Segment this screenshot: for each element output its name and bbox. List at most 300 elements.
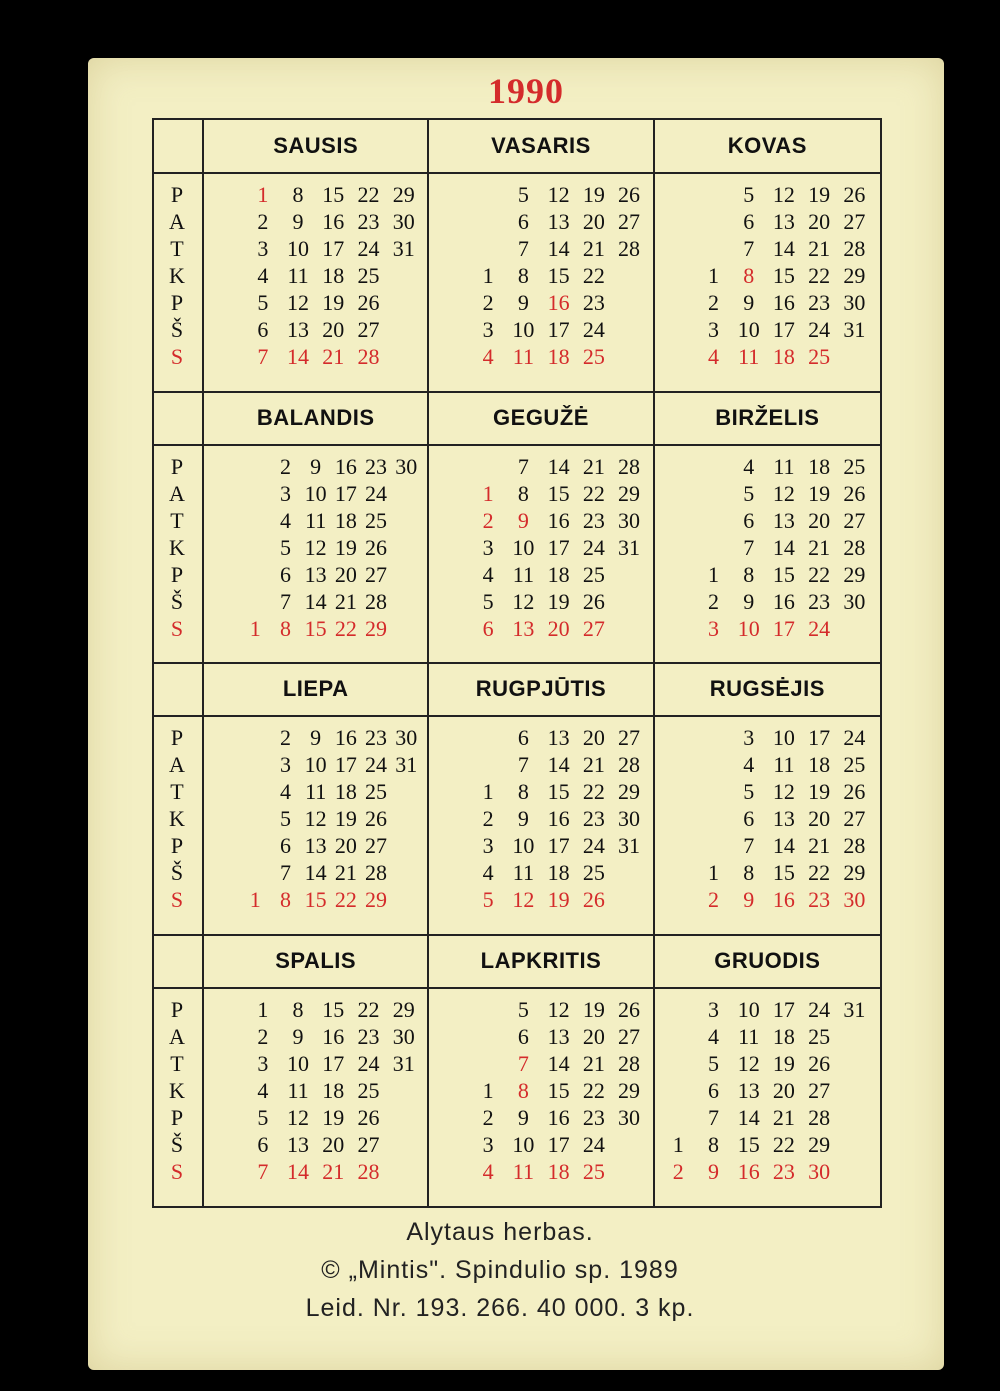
date-cell: 27	[843, 507, 866, 533]
date-cell: 23	[808, 588, 831, 614]
date-cell: 11	[305, 779, 327, 804]
weekday-label: Š	[170, 1131, 184, 1157]
date-cell: 7	[257, 1158, 269, 1184]
date-cell: 12	[547, 182, 570, 207]
date-cell: 15	[737, 1131, 760, 1157]
date-cell: 28	[365, 588, 388, 614]
date-cell: 11	[287, 1077, 309, 1103]
date-cell: 25	[365, 779, 388, 804]
date-cell: 17	[772, 615, 795, 641]
date-cell: 16	[547, 806, 570, 831]
date-cell: 14	[547, 453, 570, 479]
date-cell: 1	[249, 615, 261, 641]
date-cell: 26	[357, 1104, 380, 1130]
date-cell: 15	[322, 996, 345, 1022]
date-cell: 22	[334, 887, 357, 912]
date-cell: 11	[512, 860, 534, 885]
date-cell: 14	[547, 752, 570, 777]
date-cell: 16	[334, 725, 357, 750]
date-cell: 12	[772, 480, 795, 506]
date-cell: 26	[618, 182, 641, 207]
date-cell: 2	[672, 1158, 684, 1184]
date-cell: 9	[743, 290, 755, 315]
date-cell: 4	[482, 1158, 494, 1184]
date-cell: 3	[707, 996, 719, 1022]
date-cell: 27	[357, 1131, 380, 1157]
date-cell: 5	[743, 779, 755, 804]
date-cell: 19	[322, 1104, 345, 1130]
date-cell: 13	[547, 1023, 570, 1049]
date-cell: 1	[482, 1077, 494, 1103]
date-cell: 14	[547, 1050, 570, 1076]
date-cell: 14	[304, 860, 327, 885]
weekday-label: P	[170, 290, 184, 315]
date-cell: 10	[512, 317, 535, 342]
date-cell: 20	[547, 615, 570, 641]
date-cell: 15	[304, 615, 327, 641]
date-cell: 4	[707, 1023, 719, 1049]
date-cell: 7	[279, 860, 291, 885]
date-cell: 16	[737, 1158, 760, 1184]
month-block	[429, 120, 654, 392]
date-cell: 1	[707, 263, 719, 288]
date-cell: 30	[618, 1104, 641, 1130]
date-cell: 7	[517, 236, 529, 261]
date-cell: 23	[582, 1104, 605, 1130]
weekday-label: P	[170, 833, 184, 858]
date-cell: 22	[772, 1131, 795, 1157]
date-cell: 11	[512, 344, 534, 369]
date-cell: 16	[322, 1023, 345, 1049]
date-cell: 11	[287, 263, 309, 288]
date-cell: 18	[547, 344, 570, 369]
date-cell: 21	[808, 833, 831, 858]
date-cell: 15	[772, 860, 795, 885]
date-cell: 27	[843, 806, 866, 831]
date-cell: 1	[707, 860, 719, 885]
date-cell: 17	[547, 1131, 570, 1157]
date-cell: 27	[357, 317, 380, 342]
date-cell: 27	[365, 833, 388, 858]
weekday-label: K	[169, 806, 185, 831]
date-cell: 20	[808, 806, 831, 831]
date-cell: 16	[547, 290, 570, 315]
date-cell: 19	[808, 779, 831, 804]
date-cell: 3	[482, 317, 494, 342]
date-cell: 18	[772, 344, 795, 369]
date-cell: 18	[547, 1158, 570, 1184]
date-cell: 8	[517, 779, 529, 804]
weekday-label: T	[170, 779, 184, 804]
date-cell: 1	[482, 779, 494, 804]
month-block	[655, 120, 880, 392]
date-cell: 17	[547, 534, 570, 560]
date-cell: 26	[582, 588, 605, 614]
date-cell: 19	[582, 182, 605, 207]
month-name: BIRŽELIS	[655, 392, 880, 446]
date-cell: 28	[357, 344, 380, 369]
date-cell: 4	[743, 752, 755, 777]
date-cell: 28	[618, 752, 641, 777]
date-cell: 18	[322, 263, 345, 288]
date-cell: 6	[517, 725, 529, 750]
date-cell: 16	[547, 1104, 570, 1130]
date-cell: 13	[547, 209, 570, 234]
month-block	[204, 663, 429, 935]
date-cell: 23	[772, 1158, 795, 1184]
month-name: VASARIS	[429, 120, 652, 174]
date-cell: 13	[287, 317, 310, 342]
date-cell: 24	[843, 725, 866, 750]
date-cell: 28	[618, 236, 641, 261]
date-cell: 30	[618, 507, 641, 533]
date-cell: 11	[512, 561, 534, 587]
date-cell: 19	[547, 588, 570, 614]
month-block	[204, 392, 429, 664]
date-cell: 18	[808, 752, 831, 777]
date-cell: 27	[618, 209, 641, 234]
date-cell: 13	[512, 615, 535, 641]
date-cell: 18	[322, 1077, 345, 1103]
weekday-label: P	[170, 561, 184, 587]
date-cell: 6	[257, 317, 269, 342]
month-name: GRUODIS	[655, 935, 880, 989]
date-cell: 4	[482, 344, 494, 369]
date-cell: 12	[772, 182, 795, 207]
date-cell: 27	[808, 1077, 831, 1103]
weekday-label: A	[169, 752, 185, 777]
weekday-label: T	[170, 507, 184, 533]
date-cell: 22	[357, 996, 380, 1022]
date-cell: 19	[582, 996, 605, 1022]
date-cell: 31	[843, 317, 866, 342]
date-cell: 30	[395, 725, 418, 750]
date-cell: 5	[517, 996, 529, 1022]
date-cell: 9	[743, 588, 755, 614]
date-cell: 16	[772, 887, 795, 912]
date-cell: 18	[808, 453, 831, 479]
date-cell: 24	[582, 317, 605, 342]
date-cell: 5	[279, 806, 291, 831]
date-cell: 26	[843, 182, 866, 207]
date-cell: 2	[482, 806, 494, 831]
date-cell: 24	[365, 752, 388, 777]
date-cell: 7	[743, 833, 755, 858]
date-cell: 13	[304, 833, 327, 858]
month-block	[204, 120, 429, 392]
date-cell: 4	[482, 561, 494, 587]
date-cell: 3	[482, 833, 494, 858]
weekday-label: S	[170, 887, 184, 912]
date-cell: 3	[257, 1050, 269, 1076]
month-name: GEGUŽĖ	[429, 392, 652, 446]
date-cell: 4	[257, 263, 269, 288]
month-block	[429, 663, 654, 935]
date-cell: 2	[482, 290, 494, 315]
date-cell: 18	[547, 860, 570, 885]
date-cell: 27	[582, 615, 605, 641]
date-cell: 1	[257, 996, 269, 1022]
date-cell: 15	[322, 182, 345, 207]
date-cell: 10	[304, 752, 327, 777]
date-cell: 13	[287, 1131, 310, 1157]
date-cell: 27	[618, 725, 641, 750]
date-cell: 30	[843, 887, 866, 912]
date-cell: 28	[618, 1050, 641, 1076]
date-cell: 24	[582, 833, 605, 858]
date-cell: 25	[582, 561, 605, 587]
date-cell: 10	[512, 534, 535, 560]
date-cell: 1	[257, 182, 269, 207]
date-cell: 3	[257, 236, 269, 261]
month-block	[429, 935, 654, 1207]
date-cell: 13	[304, 561, 327, 587]
date-cell: 11	[773, 453, 795, 479]
date-cell: 3	[279, 752, 291, 777]
date-cell: 28	[843, 236, 866, 261]
weekday-label: T	[170, 1050, 184, 1076]
month-block	[655, 392, 880, 664]
date-cell: 12	[287, 290, 310, 315]
date-cell: 27	[618, 1023, 641, 1049]
date-cell: 21	[322, 1158, 345, 1184]
date-cell: 20	[334, 833, 357, 858]
date-cell: 5	[257, 1104, 269, 1130]
date-cell: 3	[707, 317, 719, 342]
date-cell: 9	[707, 1158, 719, 1184]
date-cell: 6	[743, 507, 755, 533]
date-cell: 9	[310, 725, 322, 750]
date-cell: 29	[392, 996, 415, 1022]
date-cell: 7	[257, 344, 269, 369]
date-cell: 24	[582, 1131, 605, 1157]
date-cell: 17	[772, 317, 795, 342]
date-cell: 22	[582, 1077, 605, 1103]
date-cell: 8	[517, 480, 529, 506]
weekday-label: P	[170, 453, 184, 479]
date-cell: 26	[357, 290, 380, 315]
date-cell: 5	[257, 290, 269, 315]
date-cell: 13	[772, 209, 795, 234]
month-name: BALANDIS	[204, 392, 427, 446]
weekday-label: S	[170, 344, 184, 369]
date-cell: 15	[547, 480, 570, 506]
date-cell: 5	[482, 887, 494, 912]
weekday-label: P	[170, 725, 184, 750]
date-cell: 13	[547, 725, 570, 750]
date-cell: 29	[843, 561, 866, 587]
weekday-label: S	[170, 1158, 184, 1184]
date-cell: 25	[357, 263, 380, 288]
date-cell: 11	[738, 1023, 760, 1049]
date-cell: 19	[547, 887, 570, 912]
date-cell: 3	[707, 615, 719, 641]
date-cell: 18	[334, 507, 357, 533]
date-cell: 6	[743, 806, 755, 831]
date-cell: 17	[547, 833, 570, 858]
date-cell: 11	[512, 1158, 534, 1184]
date-cell: 26	[365, 534, 388, 560]
date-cell: 7	[517, 453, 529, 479]
date-cell: 10	[737, 996, 760, 1022]
date-cell: 3	[482, 534, 494, 560]
date-cell: 14	[772, 236, 795, 261]
year-title: 1990	[488, 71, 564, 111]
date-cell: 22	[582, 263, 605, 288]
date-cell: 16	[772, 588, 795, 614]
date-cell: 1	[672, 1131, 684, 1157]
date-cell: 4	[279, 507, 291, 533]
date-cell: 30	[843, 290, 866, 315]
date-cell: 10	[737, 317, 760, 342]
month-name: SAUSIS	[204, 120, 427, 174]
date-cell: 28	[357, 1158, 380, 1184]
date-cell: 11	[773, 752, 795, 777]
date-cell: 20	[334, 561, 357, 587]
date-cell: 28	[843, 833, 866, 858]
date-cell: 17	[547, 317, 570, 342]
date-cell: 8	[279, 615, 291, 641]
date-cell: 5	[743, 182, 755, 207]
date-cell: 19	[334, 806, 357, 831]
date-cell: 10	[512, 833, 535, 858]
date-cell: 4	[707, 344, 719, 369]
date-cell: 12	[737, 1050, 760, 1076]
date-cell: 25	[582, 1158, 605, 1184]
date-cell: 26	[843, 779, 866, 804]
date-cell: 2	[279, 453, 291, 479]
date-cell: 4	[279, 779, 291, 804]
date-cell: 18	[772, 1023, 795, 1049]
date-cell: 16	[772, 290, 795, 315]
date-cell: 14	[737, 1104, 760, 1130]
month-name: RUGPJŪTIS	[429, 663, 652, 717]
date-cell: 2	[707, 588, 719, 614]
date-cell: 12	[512, 887, 535, 912]
date-cell: 5	[707, 1050, 719, 1076]
date-cell: 5	[743, 480, 755, 506]
date-cell: 23	[357, 209, 380, 234]
date-cell: 6	[517, 209, 529, 234]
date-cell: 21	[582, 453, 605, 479]
date-cell: 20	[582, 725, 605, 750]
date-cell: 24	[808, 615, 831, 641]
date-cell: 13	[772, 806, 795, 831]
date-cell: 1	[249, 887, 261, 912]
date-cell: 30	[392, 1023, 415, 1049]
date-cell: 20	[772, 1077, 795, 1103]
date-cell: 14	[772, 833, 795, 858]
date-cell: 24	[357, 1050, 380, 1076]
date-cell: 22	[808, 263, 831, 288]
date-cell: 6	[482, 615, 494, 641]
date-cell: 20	[582, 209, 605, 234]
date-cell: 9	[292, 1023, 304, 1049]
date-cell: 15	[304, 887, 327, 912]
weekday-label: Š	[170, 588, 184, 614]
date-cell: 26	[365, 806, 388, 831]
date-cell: 4	[482, 860, 494, 885]
date-cell: 12	[547, 996, 570, 1022]
weekday-label: K	[169, 1077, 185, 1103]
date-cell: 8	[292, 996, 304, 1022]
date-cell: 6	[743, 209, 755, 234]
date-cell: 17	[772, 996, 795, 1022]
date-cell: 6	[707, 1077, 719, 1103]
date-cell: 3	[743, 725, 755, 750]
date-cell: 18	[334, 779, 357, 804]
weekday-label: A	[169, 209, 185, 234]
date-cell: 9	[310, 453, 322, 479]
date-cell: 29	[618, 480, 641, 506]
date-cell: 14	[304, 588, 327, 614]
month-block	[655, 663, 880, 935]
date-cell: 9	[517, 806, 529, 831]
date-cell: 4	[743, 453, 755, 479]
date-cell: 6	[279, 833, 291, 858]
footer-caption: Alytaus herbas.	[406, 1218, 594, 1246]
date-cell: 29	[843, 263, 866, 288]
date-cell: 6	[279, 561, 291, 587]
date-cell: 2	[257, 1023, 269, 1049]
date-cell: 2	[707, 290, 719, 315]
date-cell: 28	[843, 534, 866, 560]
date-cell: 31	[843, 996, 866, 1022]
date-cell: 27	[843, 209, 866, 234]
date-cell: 8	[517, 1077, 529, 1103]
date-cell: 3	[482, 1131, 494, 1157]
date-cell: 19	[322, 290, 345, 315]
date-cell: 29	[618, 1077, 641, 1103]
date-cell: 29	[392, 182, 415, 207]
calendar-grid	[152, 118, 882, 1208]
date-cell: 25	[843, 453, 866, 479]
date-cell: 22	[357, 182, 380, 207]
date-cell: 30	[808, 1158, 831, 1184]
date-cell: 24	[357, 236, 380, 261]
date-cell: 24	[808, 996, 831, 1022]
date-cell: 9	[517, 1104, 529, 1130]
date-cell: 13	[772, 507, 795, 533]
date-cell: 20	[322, 1131, 345, 1157]
date-cell: 25	[843, 752, 866, 777]
date-cell: 14	[772, 534, 795, 560]
weekday-label: T	[170, 236, 184, 261]
date-cell: 12	[304, 806, 327, 831]
weekday-label: K	[169, 534, 185, 560]
weekday-label: A	[169, 480, 185, 506]
date-cell: 11	[738, 344, 760, 369]
date-cell: 17	[334, 480, 357, 506]
date-cell: 29	[365, 887, 388, 912]
month-block	[655, 935, 880, 1207]
date-cell: 19	[808, 182, 831, 207]
date-cell: 22	[334, 615, 357, 641]
date-cell: 9	[517, 290, 529, 315]
date-cell: 26	[843, 480, 866, 506]
date-cell: 7	[517, 1050, 529, 1076]
date-cell: 26	[808, 1050, 831, 1076]
date-cell: 4	[257, 1077, 269, 1103]
date-cell: 25	[365, 507, 388, 533]
date-cell: 23	[365, 725, 388, 750]
date-cell: 21	[772, 1104, 795, 1130]
footer-copyright: © „Mintis". Spindulio sp. 1989	[321, 1256, 679, 1284]
date-cell: 16	[322, 209, 345, 234]
date-cell: 25	[357, 1077, 380, 1103]
date-cell: 21	[808, 236, 831, 261]
month-name: LIEPA	[204, 663, 427, 717]
